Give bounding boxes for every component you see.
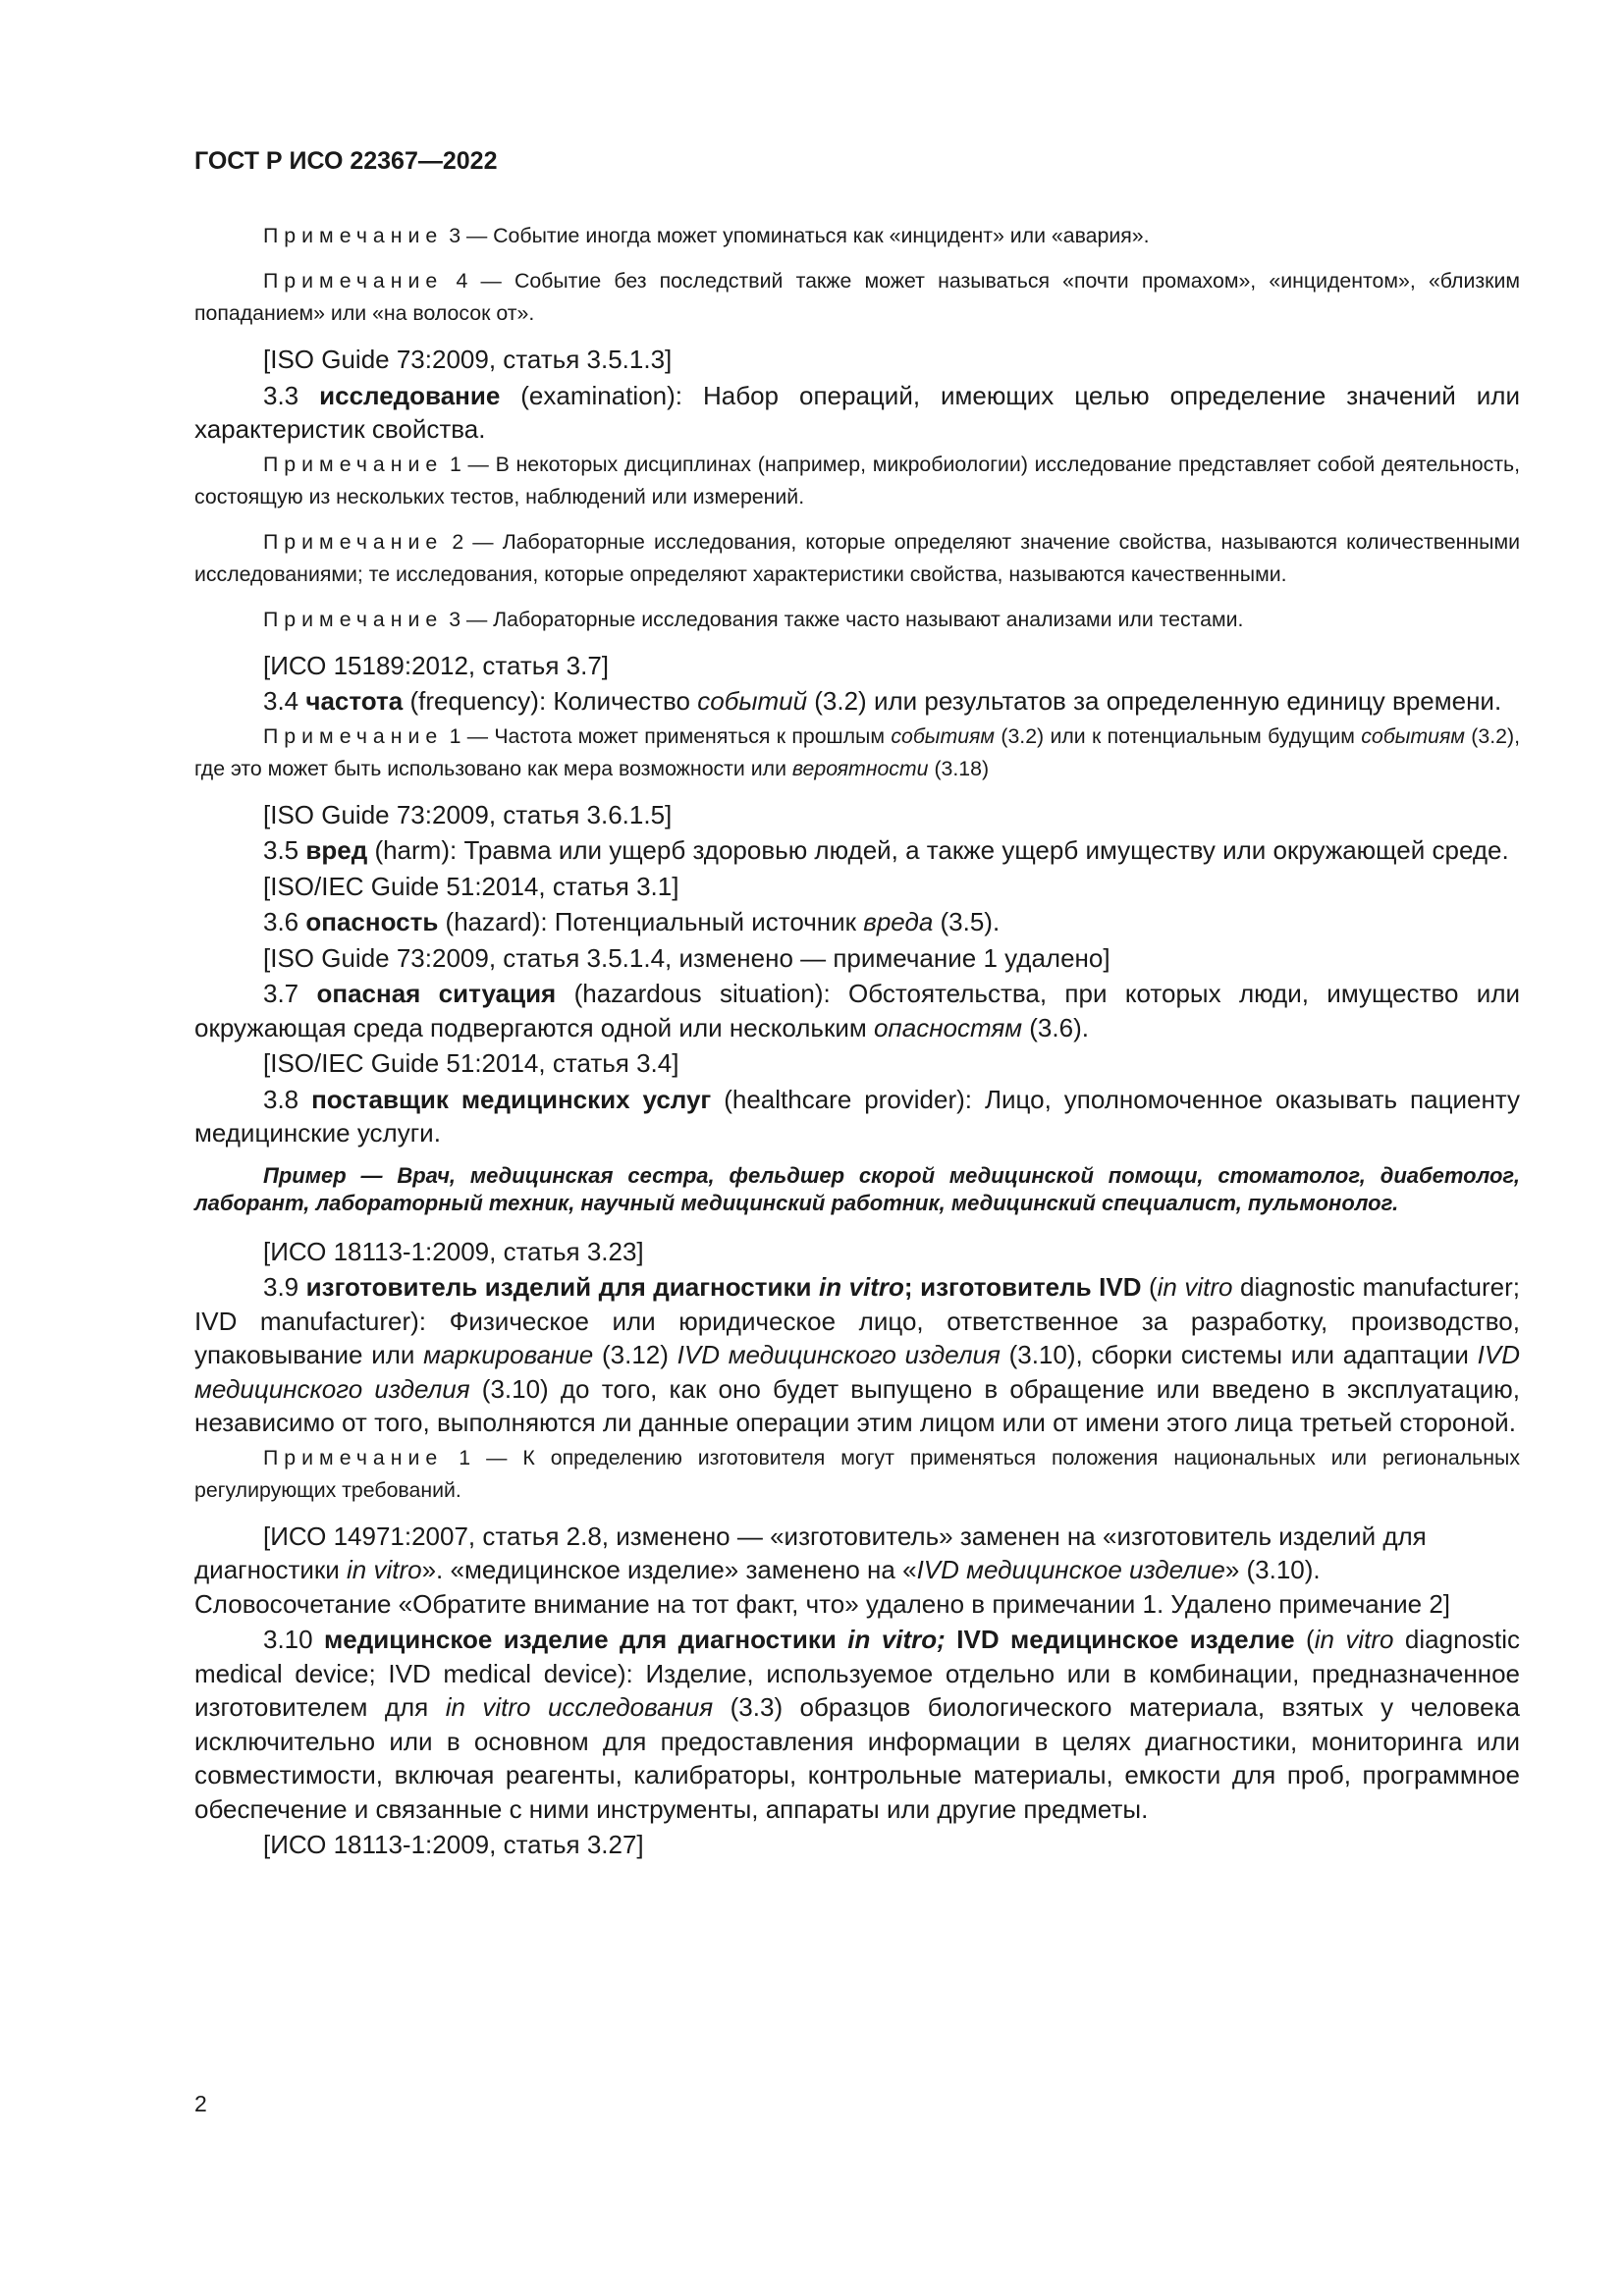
term-reference: событиям [1361,723,1465,748]
term-name: опасность [305,907,439,936]
term-reference: опасностям [873,1012,1023,1042]
text-run: (3.2) или к потенциальным будущим [995,723,1362,748]
document-body [194,220,1520,1864]
note-label: Примечание [263,452,444,476]
term-name: ; изготовитель IVD [903,1272,1142,1302]
note-label: Примечание [263,224,444,247]
text-run: [ISO/IEC Guide 51:2014, статья 3.4] [263,1048,679,1078]
term-reference: in vitro [1314,1625,1394,1654]
text-run: 3 — Событие иногда может упоминаться как «инцидент» или «авария». [443,224,1150,247]
example-paragraph [194,1162,1520,1217]
note-paragraph [194,526,1520,591]
text-run: (frequency): Количество [403,686,698,716]
text-run: 1 — Частота может применяться к прошлым [443,723,892,748]
text-run: ( [1294,1625,1315,1654]
term-reference: in vitro исследования [445,1692,714,1722]
text-run: [ИСО 15189:2012, статья 3.7] [263,650,610,680]
term-reference: событиям [891,723,996,748]
text-run: (3.10) до того, как оно будет выпущено в обращение или введено в эксплуатацию, независимо от того, выполняются ли данные операции этим лицом или от имени этого лица третьей стороной. [194,1373,1521,1437]
term-reference: маркирование [423,1340,594,1369]
text-run: [ISO Guide 73:2009, статья 3.5.1.4, изменено — примечание 1 удалено] [263,942,1110,973]
text-run: (3.18) [928,756,990,780]
text-run: (3.2) или результатов за определенную единицу времени. [807,686,1502,716]
term-name: частота [305,686,404,716]
text-run: [ISO Guide 73:2009, статья 3.6.1.5] [263,799,673,829]
note-label: Примечание [263,529,444,554]
source-reference [194,649,1520,683]
text-run: 3.4 [263,686,306,716]
text-run: 3.8 [263,1084,312,1114]
page-header: ГОСТ Р ИСО 22367—2022 [194,147,498,175]
text-run: (3.2), где это может быть использовано как мера возможности или [194,723,1520,780]
text-run: (3.12) [593,1340,677,1369]
text-run: (healthcare provider): Лицо, уполномоченное оказывать пациенту медицинские услуги. [194,1084,1520,1148]
term-reference: IVD медицинское изделие [916,1555,1225,1584]
term-definition [194,977,1520,1044]
note-paragraph [194,721,1520,785]
text-run: [ISO Guide 73:2009, статья 3.5.1.3] [263,345,673,374]
text-run: ( [1141,1272,1158,1302]
text-run: [ISO/IEC Guide 51:2014, статья 3.1] [263,871,679,901]
term-reference: in vitro [347,1555,422,1584]
source-reference [194,1828,1520,1862]
term-name: вред [305,835,368,865]
text-run: ». «медицинское изделие» заменено на « [421,1555,917,1584]
text-run: 1 — К определению изготовителя могут применяться положения национальных или региональных регулирующих требований. [194,1445,1520,1502]
term-name: медицинское изделие для диагностики [324,1625,848,1654]
text-run: [ИСО 18113-1:2009, статья 3.23] [263,1236,644,1266]
term-name: исследование [319,380,501,410]
term-definition [194,684,1520,719]
note-paragraph [194,604,1520,636]
term-definition [194,905,1520,939]
note-label: Примечание [263,723,444,748]
text-run: 2 — Лабораторные исследования, которые определяют значение свойства, называются количественными исследованиями; те исследования, которые определяют характеристики свойства, называются качественными. [194,529,1520,586]
source-reference [194,1235,1520,1269]
term-definition [194,1083,1520,1150]
text-run: 3.9 [263,1272,306,1302]
text-run: 3.10 [263,1625,325,1654]
text-run: 4 — Событие без последствий также может называться «почти промахом», «инцидентом», «близким попаданием» или «на волосок от». [194,269,1520,325]
term-definition [194,1623,1520,1826]
term-name-italic: in vitro [818,1272,904,1302]
term-name: поставщик медицинских услуг [311,1084,712,1114]
note-paragraph [194,265,1520,330]
term-name: опасная ситуация [316,979,557,1008]
note-label: Примечание [263,269,444,293]
page-number: 2 [194,2091,207,2116]
source-reference [194,343,1520,377]
text-run: (examination): Набор операций, имеющих целью определение значений или характеристик свойства. [194,380,1521,444]
text-run: » (3.10). Словосочетание «Обратите внимание на тот факт, что» удалено в примечании 1. Удалено примечание 2] [194,1555,1451,1619]
text-run: (3.10), сборки системы или адаптации [1000,1340,1478,1369]
term-name: IVD медицинское изделие [945,1625,1295,1654]
term-reference: событий [697,686,808,716]
text-run: [ИСО 14971:2007, статья 2.8, изменено — «изготовитель» заменен на «изготовитель изделий для диагностики [194,1521,1427,1584]
note-label: Примечание [263,1445,444,1469]
text-run: (harm): Травма или ущерб здоровью людей, а также ущерб имуществу или окружающей среде. [367,835,1509,865]
source-reference [194,941,1520,976]
term-name-italic: in vitro; [847,1625,946,1654]
text-run: 3.6 [263,907,306,936]
text-run: 3.7 [263,979,317,1008]
term-definition [194,379,1520,447]
text-run: (3.3) образцов биологического материала, взятых у человека исключительно или в основном для предоставления информации в целях диагностики, мониторинга или совместимости, включая реагенты, калибраторы, контрольные материалы, емкости для проб, программное обеспечение и связанные с ними инструменты, аппараты или другие предметы. [194,1692,1521,1824]
note-paragraph [194,220,1520,252]
text-run: Пример — Врач, медицинская сестра, фельдшер скорой медицинской помощи, стоматолог, диабетолог, лаборант, лабораторный техник, научный медицинский работник, медицинский специалист, пульмонолог. [194,1162,1520,1215]
term-reference: IVD медицинского изделия [677,1340,1001,1369]
note-paragraph [194,449,1520,513]
text-run: (hazard): Потенциальный источник [438,907,864,936]
text-run: (3.5). [933,907,1001,936]
term-reference: вероятности [791,756,929,780]
term-name: изготовитель изделий для диагностики [305,1272,819,1302]
text-run: 3.3 [263,380,320,410]
source-reference [194,1046,1520,1081]
text-run: (3.6). [1022,1012,1089,1042]
source-reference [194,798,1520,832]
text-run: 1 — В некоторых дисциплинах (например, микробиологии) исследование представляет собой деятельность, состоящую из нескольких тестов, наблюдений или измерений. [194,452,1520,508]
term-reference: in vitro [1157,1272,1233,1302]
term-definition [194,833,1520,868]
note-paragraph [194,1442,1520,1507]
source-reference [194,1520,1520,1622]
source-reference [194,870,1520,904]
note-label: Примечание [263,607,444,631]
term-reference: IVD медицинского изделия [194,1340,1520,1404]
text-run: [ИСО 18113-1:2009, статья 3.27] [263,1830,644,1859]
text-run: diagnostic manufacturer; IVD manufacturer): Физическое или юридическое лицо, ответственное за разработку, производство, упаковывание или [194,1272,1520,1369]
text-run: (hazardous situation): Обстоятельства, при которых люди, имущество или окружающая среда подвергаются одной или нескольким [194,979,1521,1042]
term-reference: вреда [863,907,934,936]
text-run: 3 — Лабораторные исследования также часто называют анализами или тестами. [443,607,1244,631]
text-run: 3.5 [263,835,306,865]
text-run: diagnostic medical device; IVD medical device): Изделие, используемое отдельно или в комбинации, предназначенное изготовителем для [194,1625,1520,1722]
term-definition [194,1270,1520,1440]
